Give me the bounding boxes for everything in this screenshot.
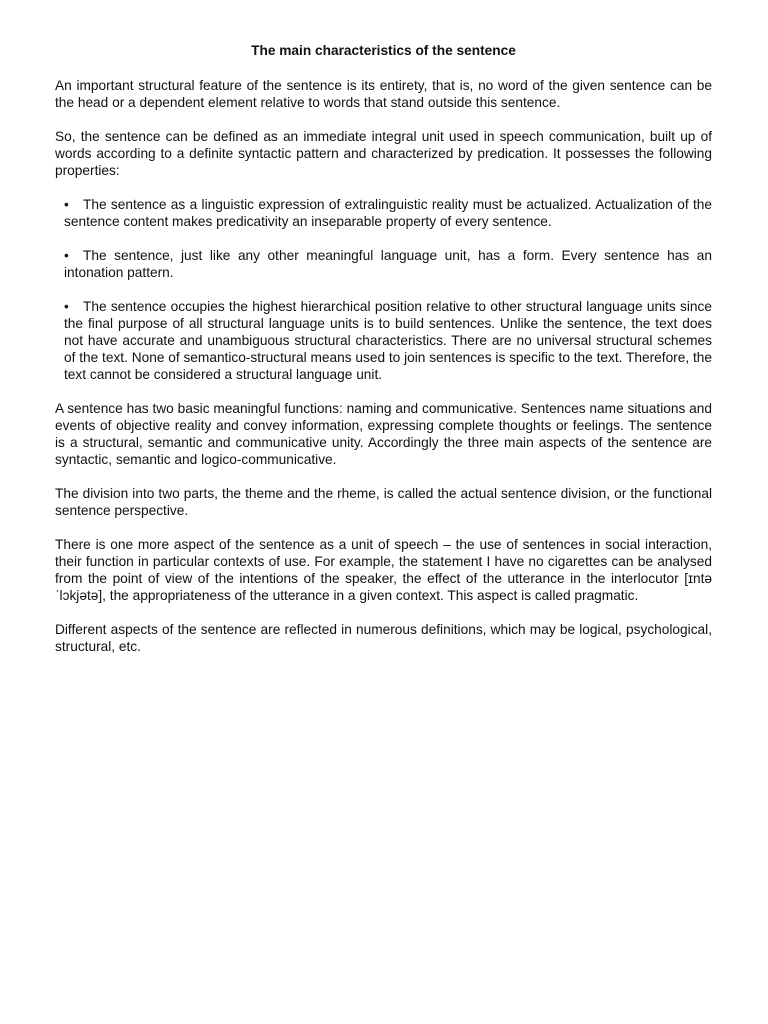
paragraph-functions: A sentence has two basic meaningful functions: naming and communicative. Sentences name situations and events of objective reality and convey information, expressing complete thoughts or feelings. The sentence is a structural, semantic and communicative unity. Accordingly the three main aspects of the sentence are syntactic, semantic and logico-communicative.: [55, 401, 712, 467]
page-title: The main characteristics of the sentence: [251, 43, 516, 58]
list-item-text: The sentence, just like any other meaningful language unit, has a form. Every sentence has an intonation pattern.: [64, 248, 712, 280]
paragraph-division: The division into two parts, the theme and the rheme, is called the actual sentence division, or the functional sentence perspective.: [55, 486, 712, 518]
list-item-text: The sentence occupies the highest hierarchical position relative to other structural language units since the final purpose of all structural language units is to build sentences. Unlike the sentence, the text does not have accurate and unambiguous structural characteristics. There are no universal structural schemes of the text. None of semantico-structural means used to join sentences is specific to the text. Therefore, the text cannot be considered a structural language unit.: [64, 299, 712, 382]
list-item: [64, 247, 712, 281]
paragraph-definitions: Different aspects of the sentence are reflected in numerous definitions, which may be logical, psychological, structural, etc.: [55, 622, 712, 654]
list-item-text: The sentence as a linguistic expression of extralinguistic reality must be actualized. Actualization of the sentence content makes predicativity an inseparable property of every sentence.: [64, 197, 712, 229]
paragraph-intro-2: So, the sentence can be defined as an immediate integral unit used in speech communication, built up of words according to a definite syntactic pattern and characterized by predication. It possesses the following properties:: [55, 129, 712, 178]
bullet-icon: •: [64, 248, 69, 263]
list-item: [64, 298, 712, 383]
bullet-icon: •: [64, 197, 69, 212]
paragraph-pragmatic: There is one more aspect of the sentence as a unit of speech – the use of sentences in social interaction, their function in particular contexts of use. For example, the statement I have no cigarettes can be analysed from the point of view of the intentions of the speaker, the effect of the utterance in the interlocutor [ɪntəˈlɔkjətə], the appropriateness of the utterance in a given context. This aspect is called pragmatic.: [55, 537, 712, 603]
properties-list: [55, 196, 712, 383]
paragraph-intro-1: An important structural feature of the sentence is its entirety, that is, no word of the given sentence can be the head or a dependent element relative to words that stand outside this sentence.: [55, 78, 712, 110]
document-page: [55, 42, 712, 655]
list-item: [64, 196, 712, 230]
bullet-icon: •: [64, 299, 69, 314]
